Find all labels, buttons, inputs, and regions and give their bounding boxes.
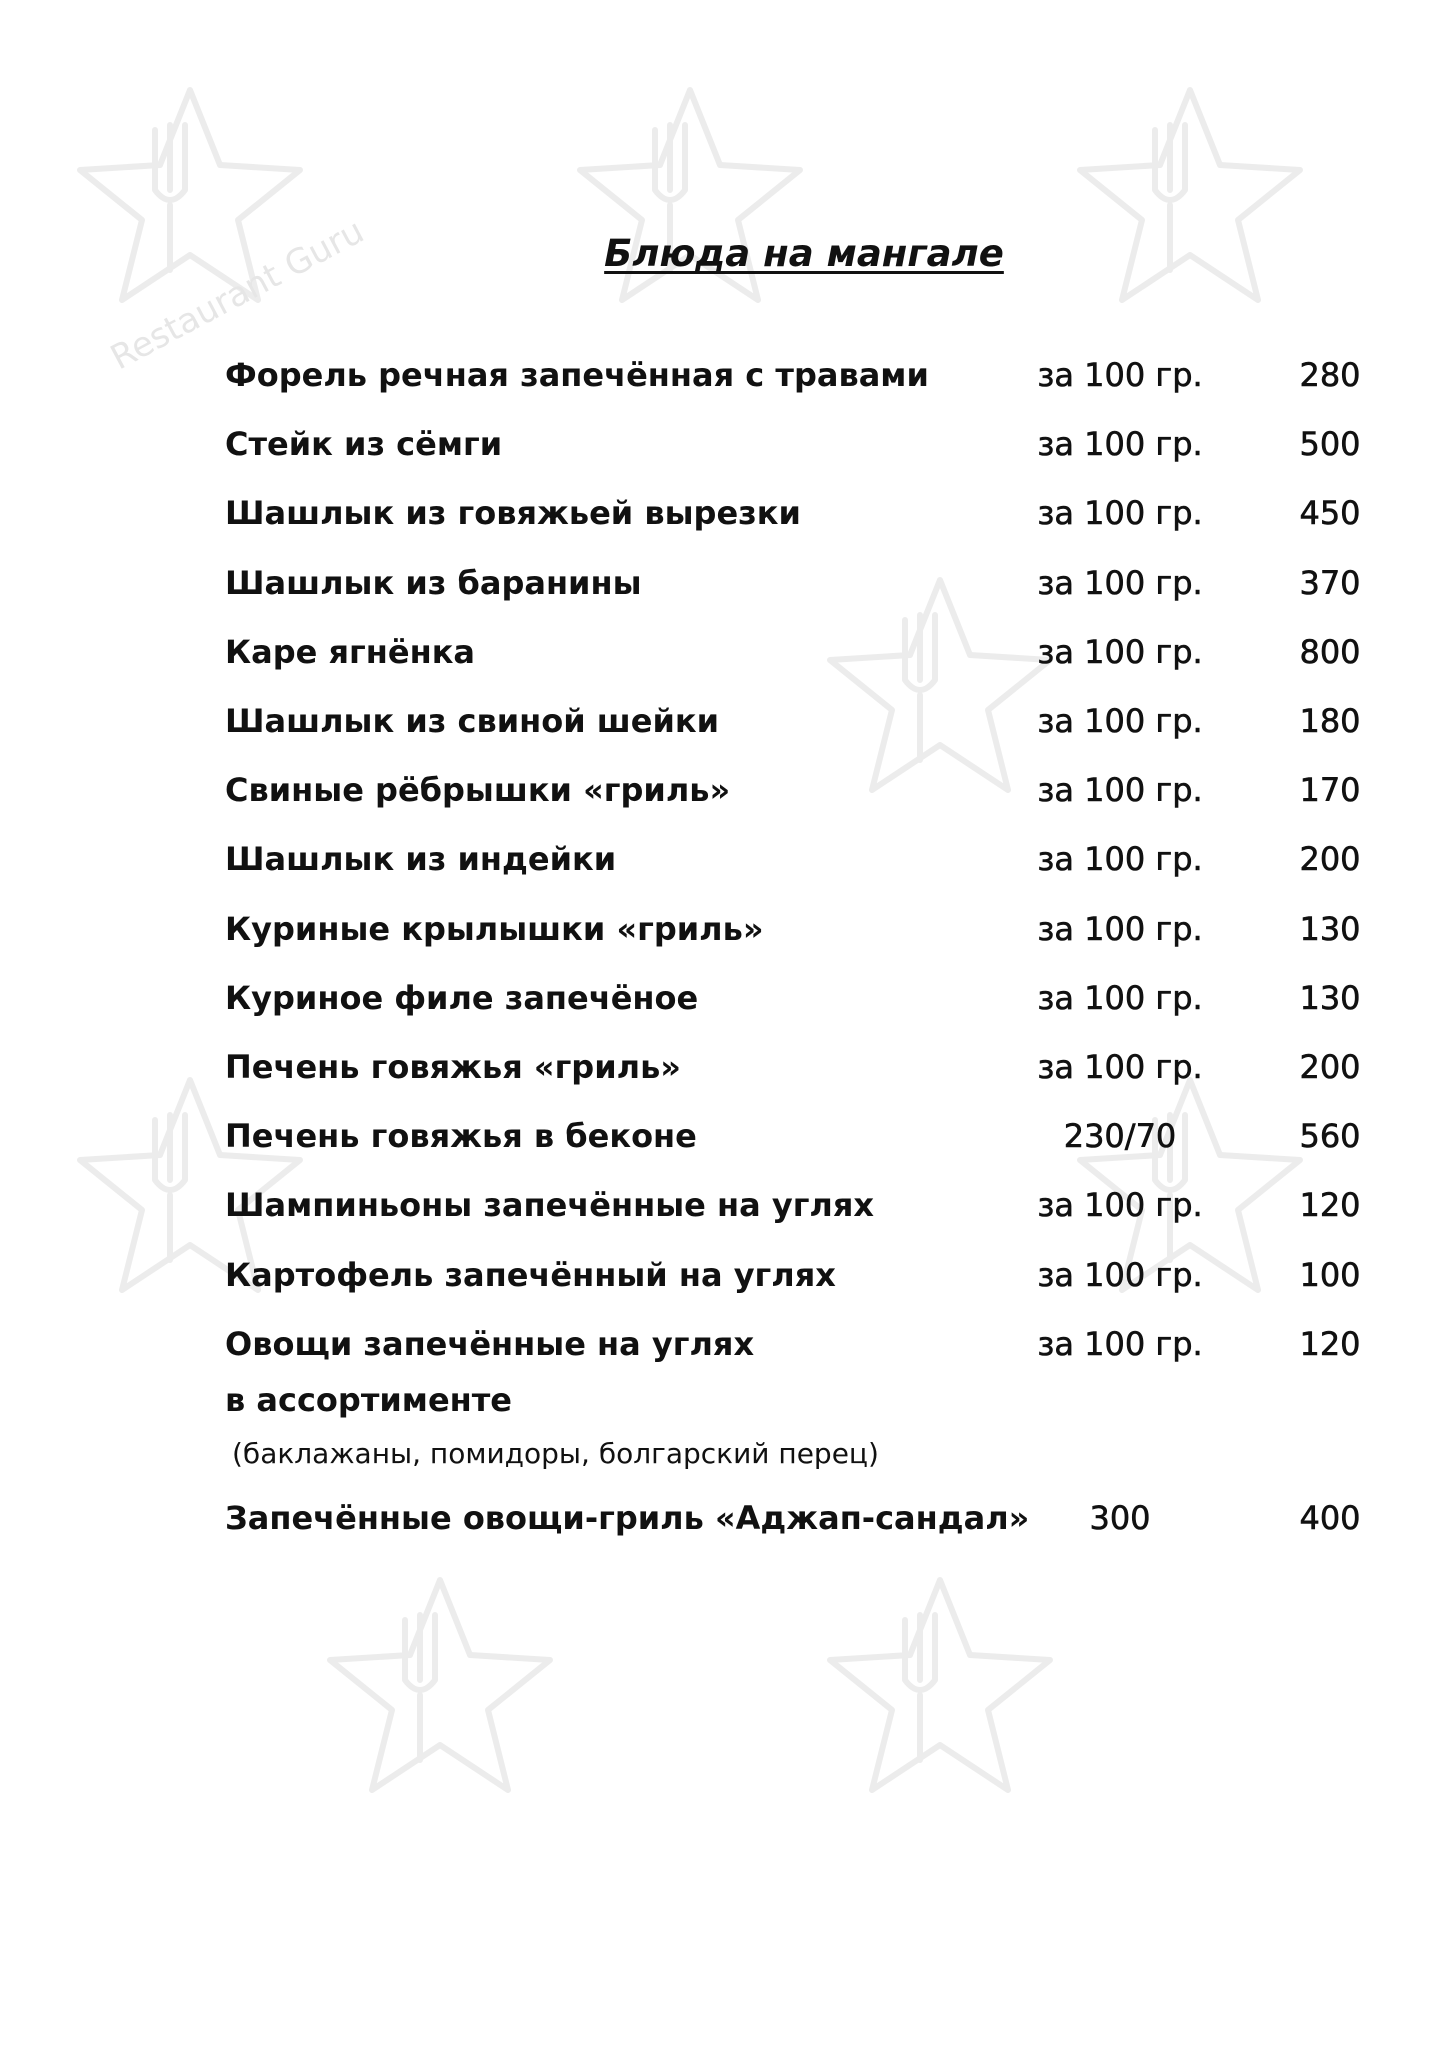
menu-item-row — [0, 356, 1448, 406]
watermark-logo-icon — [810, 1560, 1070, 1820]
menu-item-price: 560 — [1299, 1117, 1361, 1155]
menu-item-name: Шампиньоны запечённые на углях — [225, 1186, 875, 1224]
menu-item-name: Печень говяжья в беконе — [225, 1117, 697, 1155]
menu-item-row — [0, 840, 1448, 890]
menu-item-portion: 230/70 — [1063, 1117, 1177, 1155]
menu-item-price: 100 — [1299, 1256, 1361, 1294]
menu-item-name: Каре ягнёнка — [225, 633, 475, 671]
menu-item-portion: за 100 гр. — [1037, 1325, 1203, 1363]
menu-item-row — [0, 1117, 1448, 1167]
menu-item-portion: за 100 гр. — [1037, 1048, 1203, 1086]
menu-item-row — [0, 702, 1448, 752]
menu-item-portion: за 100 гр. — [1037, 425, 1203, 463]
menu-item-price: 800 — [1299, 633, 1361, 671]
menu-item-price: 130 — [1299, 910, 1361, 948]
watermark-logo-icon — [310, 1560, 570, 1820]
menu-item-portion: за 100 гр. — [1037, 494, 1203, 532]
menu-item-portion: за 100 гр. — [1037, 771, 1203, 809]
menu-item-row — [0, 1048, 1448, 1098]
menu-item-name: Куриное филе запечёное — [225, 979, 699, 1017]
menu-item-row — [0, 1256, 1448, 1306]
menu-item-price: 180 — [1299, 702, 1361, 740]
menu-item-row — [0, 771, 1448, 821]
menu-item-name: Овощи запечённые на углях — [225, 1325, 755, 1363]
menu-item-row — [0, 425, 1448, 475]
menu-item-name: Шашлык из индейки — [225, 840, 617, 878]
menu-item-name-continued: в ассортименте — [225, 1381, 512, 1419]
menu-item-name: Картофель запечённый на углях — [225, 1256, 836, 1294]
menu-item-name: Шашлык из свиной шейки — [225, 702, 720, 740]
menu-item-name: Свиные рёбрышки «гриль» — [225, 771, 731, 809]
menu-item-portion: за 100 гр. — [1037, 840, 1203, 878]
menu-item-name: Шашлык из говяжьей вырезки — [225, 494, 801, 532]
menu-item-row — [0, 979, 1448, 1029]
menu-item-portion: за 100 гр. — [1037, 702, 1203, 740]
menu-item-row — [0, 1499, 1448, 1549]
menu-item-portion: 300 — [1089, 1499, 1151, 1537]
menu-item-price: 120 — [1299, 1186, 1361, 1224]
menu-item-name: Куриные крылышки «гриль» — [225, 910, 764, 948]
menu-item-portion: за 100 гр. — [1037, 979, 1203, 1017]
menu-item-row — [0, 1186, 1448, 1236]
menu-item-note: (баклажаны, помидоры, болгарский перец) — [232, 1437, 879, 1470]
menu-item-portion: за 100 гр. — [1037, 910, 1203, 948]
menu-item-price: 450 — [1299, 494, 1361, 532]
menu-item-row — [0, 910, 1448, 960]
menu-item-price: 200 — [1299, 1048, 1361, 1086]
menu-item-price: 170 — [1299, 771, 1361, 809]
menu-item-price: 200 — [1299, 840, 1361, 878]
watermark-logo-icon — [1060, 70, 1320, 330]
menu-item-price: 500 — [1299, 425, 1361, 463]
menu-item-row — [0, 633, 1448, 683]
menu-item-row — [0, 1325, 1448, 1375]
menu-item-name: Шашлык из баранины — [225, 564, 642, 602]
watermark-logo-icon — [60, 70, 371, 379]
menu-section-title: Блюда на мангале — [604, 232, 1004, 275]
svg-text:Restaurant Guru: Restaurant Guru — [104, 211, 371, 379]
menu-item-price: 370 — [1299, 564, 1361, 602]
menu-item-portion: за 100 гр. — [1037, 633, 1203, 671]
menu-item-name: Форель речная запечённая с травами — [225, 356, 929, 394]
menu-item-name: Запечённые овощи-гриль «Аджап-сандал» — [225, 1499, 1030, 1537]
watermark-logo-icon — [560, 70, 820, 330]
menu-item-portion: за 100 гр. — [1037, 1186, 1203, 1224]
menu-item-portion: за 100 гр. — [1037, 1256, 1203, 1294]
menu-item-price: 400 — [1299, 1499, 1361, 1537]
menu-item-price: 280 — [1299, 356, 1361, 394]
menu-item-row — [0, 494, 1448, 544]
menu-item-row — [0, 564, 1448, 614]
menu-item-portion: за 100 гр. — [1037, 356, 1203, 394]
menu-item-name: Стейк из сёмги — [225, 425, 503, 463]
menu-item-name: Печень говяжья «гриль» — [225, 1048, 681, 1086]
menu-item-price: 120 — [1299, 1325, 1361, 1363]
menu-item-portion: за 100 гр. — [1037, 564, 1203, 602]
menu-item-price: 130 — [1299, 979, 1361, 1017]
